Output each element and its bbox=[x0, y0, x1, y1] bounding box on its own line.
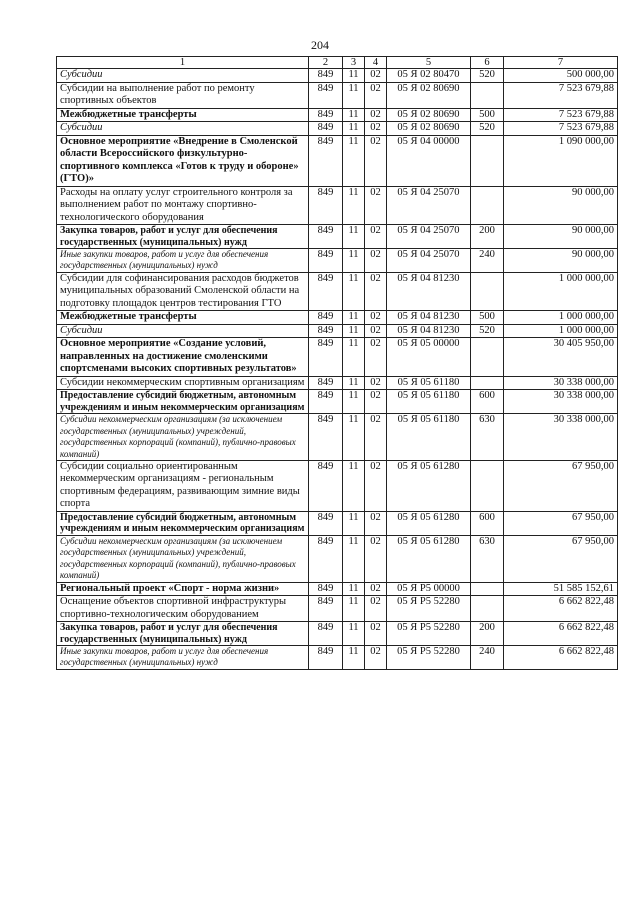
row-admin-code: 849 bbox=[309, 596, 343, 622]
row-section: 11 bbox=[343, 582, 365, 596]
col-header-4: 4 bbox=[365, 57, 387, 69]
row-subsection: 02 bbox=[365, 69, 387, 83]
row-amount: 67 950,00 bbox=[504, 511, 618, 535]
row-target-article: 05 Я 04 81230 bbox=[387, 311, 471, 325]
row-subsection: 02 bbox=[365, 646, 387, 670]
row-expense-type: 520 bbox=[471, 69, 504, 83]
row-amount: 30 338 000,00 bbox=[504, 414, 618, 461]
row-subsection: 02 bbox=[365, 596, 387, 622]
row-section: 11 bbox=[343, 69, 365, 83]
row-section: 11 bbox=[343, 135, 365, 186]
table-body bbox=[57, 69, 618, 670]
row-section: 11 bbox=[343, 596, 365, 622]
col-header-2: 2 bbox=[309, 57, 343, 69]
row-target-article: 05 Я 02 80470 bbox=[387, 69, 471, 83]
row-expense-type bbox=[471, 82, 504, 108]
row-amount: 30 338 000,00 bbox=[504, 376, 618, 390]
row-target-article: 05 Я P5 52280 bbox=[387, 646, 471, 670]
row-amount: 1 000 000,00 bbox=[504, 272, 618, 311]
row-expense-type bbox=[471, 376, 504, 390]
row-name: Межбюджетные трансферты bbox=[57, 311, 309, 325]
row-target-article: 05 Я 05 61180 bbox=[387, 376, 471, 390]
row-target-article: 05 Я 04 25070 bbox=[387, 225, 471, 249]
row-name: Субсидии bbox=[57, 122, 309, 136]
row-amount: 51 585 152,61 bbox=[504, 582, 618, 596]
row-section: 11 bbox=[343, 186, 365, 225]
row-amount: 67 950,00 bbox=[504, 535, 618, 582]
row-subsection: 02 bbox=[365, 338, 387, 377]
table-row bbox=[57, 69, 618, 83]
row-subsection: 02 bbox=[365, 390, 387, 414]
table-row bbox=[57, 272, 618, 311]
table-row bbox=[57, 460, 618, 511]
table-row bbox=[57, 122, 618, 136]
col-header-5: 5 bbox=[387, 57, 471, 69]
row-section: 11 bbox=[343, 338, 365, 377]
row-admin-code: 849 bbox=[309, 414, 343, 461]
row-admin-code: 849 bbox=[309, 272, 343, 311]
row-expense-type: 240 bbox=[471, 646, 504, 670]
row-admin-code: 849 bbox=[309, 135, 343, 186]
row-amount: 500 000,00 bbox=[504, 69, 618, 83]
row-amount: 6 662 822,48 bbox=[504, 646, 618, 670]
row-target-article: 05 Я 04 81230 bbox=[387, 324, 471, 338]
row-section: 11 bbox=[343, 311, 365, 325]
row-admin-code: 849 bbox=[309, 582, 343, 596]
row-subsection: 02 bbox=[365, 324, 387, 338]
row-name: Субсидии bbox=[57, 324, 309, 338]
row-amount: 30 338 000,00 bbox=[504, 390, 618, 414]
row-target-article: 05 Я 04 81230 bbox=[387, 272, 471, 311]
row-expense-type: 200 bbox=[471, 225, 504, 249]
row-amount: 67 950,00 bbox=[504, 460, 618, 511]
row-admin-code: 849 bbox=[309, 82, 343, 108]
row-admin-code: 849 bbox=[309, 249, 343, 273]
row-section: 11 bbox=[343, 535, 365, 582]
row-admin-code: 849 bbox=[309, 338, 343, 377]
table-row bbox=[57, 186, 618, 225]
row-amount: 6 662 822,48 bbox=[504, 596, 618, 622]
row-name: Иные закупки товаров, работ и услуг для обеспечения государственных (муниципальных) нужд bbox=[57, 646, 309, 670]
row-admin-code: 849 bbox=[309, 324, 343, 338]
col-header-6: 6 bbox=[471, 57, 504, 69]
table-row bbox=[57, 108, 618, 122]
row-name: Субсидии некоммерческим организациям (за исключением государственных (муниципальных) учреждений, государственных корпораций (компаний), публично-правовых компаний) bbox=[57, 414, 309, 461]
row-subsection: 02 bbox=[365, 249, 387, 273]
row-subsection: 02 bbox=[365, 414, 387, 461]
row-subsection: 02 bbox=[365, 186, 387, 225]
row-subsection: 02 bbox=[365, 376, 387, 390]
row-target-article: 05 Я 05 61280 bbox=[387, 535, 471, 582]
col-header-3: 3 bbox=[343, 57, 365, 69]
table-row bbox=[57, 414, 618, 461]
header-row bbox=[57, 57, 618, 69]
row-amount: 1 000 000,00 bbox=[504, 324, 618, 338]
row-target-article: 05 Я 04 00000 bbox=[387, 135, 471, 186]
row-admin-code: 849 bbox=[309, 108, 343, 122]
row-subsection: 02 bbox=[365, 460, 387, 511]
row-target-article: 05 Я 02 80690 bbox=[387, 122, 471, 136]
row-name: Региональный проект «Спорт - норма жизни» bbox=[57, 582, 309, 596]
row-section: 11 bbox=[343, 622, 365, 646]
row-subsection: 02 bbox=[365, 122, 387, 136]
row-expense-type bbox=[471, 186, 504, 225]
row-admin-code: 849 bbox=[309, 186, 343, 225]
row-expense-type bbox=[471, 272, 504, 311]
row-target-article: 05 Я 04 25070 bbox=[387, 186, 471, 225]
row-name: Расходы на оплату услуг строительного контроля за выполнением работ по монтажу спортивно-технологического оборудования bbox=[57, 186, 309, 225]
row-target-article: 05 Я 04 25070 bbox=[387, 249, 471, 273]
row-expense-type bbox=[471, 338, 504, 377]
row-section: 11 bbox=[343, 272, 365, 311]
row-amount: 7 523 679,88 bbox=[504, 122, 618, 136]
row-subsection: 02 bbox=[365, 511, 387, 535]
row-target-article: 05 Я P5 00000 bbox=[387, 582, 471, 596]
row-section: 11 bbox=[343, 460, 365, 511]
row-subsection: 02 bbox=[365, 272, 387, 311]
row-amount: 7 523 679,88 bbox=[504, 108, 618, 122]
row-name: Оснащение объектов спортивной инфраструктуры спортивно-технологическим оборудованием bbox=[57, 596, 309, 622]
row-name: Закупка товаров, работ и услуг для обеспечения государственных (муниципальных) нужд bbox=[57, 622, 309, 646]
row-section: 11 bbox=[343, 414, 365, 461]
row-admin-code: 849 bbox=[309, 535, 343, 582]
table-row bbox=[57, 324, 618, 338]
row-amount: 90 000,00 bbox=[504, 225, 618, 249]
row-expense-type: 600 bbox=[471, 511, 504, 535]
row-admin-code: 849 bbox=[309, 390, 343, 414]
row-expense-type: 520 bbox=[471, 324, 504, 338]
row-expense-type bbox=[471, 460, 504, 511]
row-section: 11 bbox=[343, 122, 365, 136]
row-target-article: 05 Я 05 61280 bbox=[387, 460, 471, 511]
row-name: Основное мероприятие «Создание условий, направленных на достижение смоленскими спортсменами высоких спортивных результатов» bbox=[57, 338, 309, 377]
row-target-article: 05 Я 05 00000 bbox=[387, 338, 471, 377]
row-expense-type: 500 bbox=[471, 108, 504, 122]
table-row bbox=[57, 249, 618, 273]
table-row bbox=[57, 135, 618, 186]
row-expense-type: 520 bbox=[471, 122, 504, 136]
row-amount: 1 000 000,00 bbox=[504, 311, 618, 325]
col-header-7: 7 bbox=[504, 57, 618, 69]
row-expense-type bbox=[471, 596, 504, 622]
table-row bbox=[57, 535, 618, 582]
table-row bbox=[57, 376, 618, 390]
row-amount: 90 000,00 bbox=[504, 186, 618, 225]
row-name: Субсидии для софинансирования расходов бюджетов муниципальных образований Смоленской области на подготовку площадок центров тестирования ГТО bbox=[57, 272, 309, 311]
table-row bbox=[57, 390, 618, 414]
row-expense-type bbox=[471, 582, 504, 596]
row-target-article: 05 Я 02 80690 bbox=[387, 108, 471, 122]
row-subsection: 02 bbox=[365, 311, 387, 325]
table-row bbox=[57, 582, 618, 596]
row-amount: 1 090 000,00 bbox=[504, 135, 618, 186]
row-target-article: 05 Я 05 61180 bbox=[387, 390, 471, 414]
table-row bbox=[57, 82, 618, 108]
row-subsection: 02 bbox=[365, 535, 387, 582]
row-subsection: 02 bbox=[365, 582, 387, 596]
row-admin-code: 849 bbox=[309, 622, 343, 646]
row-amount: 90 000,00 bbox=[504, 249, 618, 273]
table-row bbox=[57, 338, 618, 377]
row-name: Иные закупки товаров, работ и услуг для обеспечения государственных (муниципальных) нужд bbox=[57, 249, 309, 273]
table-row bbox=[57, 646, 618, 670]
budget-table bbox=[56, 56, 618, 670]
row-name: Субсидии некоммерческим организациям (за исключением государственных (муниципальных) учреждений, государственных корпораций (компаний), публично-правовых компаний) bbox=[57, 535, 309, 582]
row-name: Межбюджетные трансферты bbox=[57, 108, 309, 122]
row-section: 11 bbox=[343, 511, 365, 535]
row-admin-code: 849 bbox=[309, 225, 343, 249]
row-admin-code: 849 bbox=[309, 511, 343, 535]
row-section: 11 bbox=[343, 646, 365, 670]
row-subsection: 02 bbox=[365, 135, 387, 186]
row-name: Субсидии некоммерческим спортивным организациям bbox=[57, 376, 309, 390]
row-section: 11 bbox=[343, 390, 365, 414]
row-expense-type: 200 bbox=[471, 622, 504, 646]
row-admin-code: 849 bbox=[309, 460, 343, 511]
row-expense-type: 500 bbox=[471, 311, 504, 325]
row-name: Субсидии на выполнение работ по ремонту спортивных объектов bbox=[57, 82, 309, 108]
row-admin-code: 849 bbox=[309, 122, 343, 136]
row-name: Предоставление субсидий бюджетным, автономным учреждениям и иным некоммерческим организациям bbox=[57, 390, 309, 414]
table-row bbox=[57, 511, 618, 535]
row-target-article: 05 Я 05 61180 bbox=[387, 414, 471, 461]
row-subsection: 02 bbox=[365, 622, 387, 646]
row-admin-code: 849 bbox=[309, 646, 343, 670]
row-expense-type: 240 bbox=[471, 249, 504, 273]
row-name: Субсидии bbox=[57, 69, 309, 83]
row-name: Субсидии социально ориентированным некоммерческим организациям - региональным спортивным федерациям, развивающим зимние виды спорта bbox=[57, 460, 309, 511]
row-subsection: 02 bbox=[365, 82, 387, 108]
row-name: Закупка товаров, работ и услуг для обеспечения государственных (муниципальных) нужд bbox=[57, 225, 309, 249]
row-section: 11 bbox=[343, 249, 365, 273]
col-header-1: 1 bbox=[57, 57, 309, 69]
page-number: 204 bbox=[311, 38, 329, 52]
row-admin-code: 849 bbox=[309, 311, 343, 325]
row-expense-type: 630 bbox=[471, 414, 504, 461]
row-target-article: 05 Я P5 52280 bbox=[387, 622, 471, 646]
row-target-article: 05 Я P5 52280 bbox=[387, 596, 471, 622]
table-row bbox=[57, 311, 618, 325]
row-amount: 6 662 822,48 bbox=[504, 622, 618, 646]
row-section: 11 bbox=[343, 82, 365, 108]
row-expense-type: 630 bbox=[471, 535, 504, 582]
row-target-article: 05 Я 02 80690 bbox=[387, 82, 471, 108]
row-section: 11 bbox=[343, 324, 365, 338]
row-name: Основное мероприятие «Внедрение в Смоленской области Всероссийского физкультурно-спортивного комплекса «Готов к труду и обороне» (ГТО)» bbox=[57, 135, 309, 186]
row-section: 11 bbox=[343, 225, 365, 249]
row-name: Предоставление субсидий бюджетным, автономным учреждениям и иным некоммерческим организациям bbox=[57, 511, 309, 535]
row-admin-code: 849 bbox=[309, 376, 343, 390]
row-section: 11 bbox=[343, 108, 365, 122]
row-expense-type: 600 bbox=[471, 390, 504, 414]
table-row bbox=[57, 622, 618, 646]
row-amount: 30 405 950,00 bbox=[504, 338, 618, 377]
row-subsection: 02 bbox=[365, 225, 387, 249]
row-target-article: 05 Я 05 61280 bbox=[387, 511, 471, 535]
table-row bbox=[57, 596, 618, 622]
row-admin-code: 849 bbox=[309, 69, 343, 83]
row-subsection: 02 bbox=[365, 108, 387, 122]
row-section: 11 bbox=[343, 376, 365, 390]
row-expense-type bbox=[471, 135, 504, 186]
table-row bbox=[57, 225, 618, 249]
row-amount: 7 523 679,88 bbox=[504, 82, 618, 108]
